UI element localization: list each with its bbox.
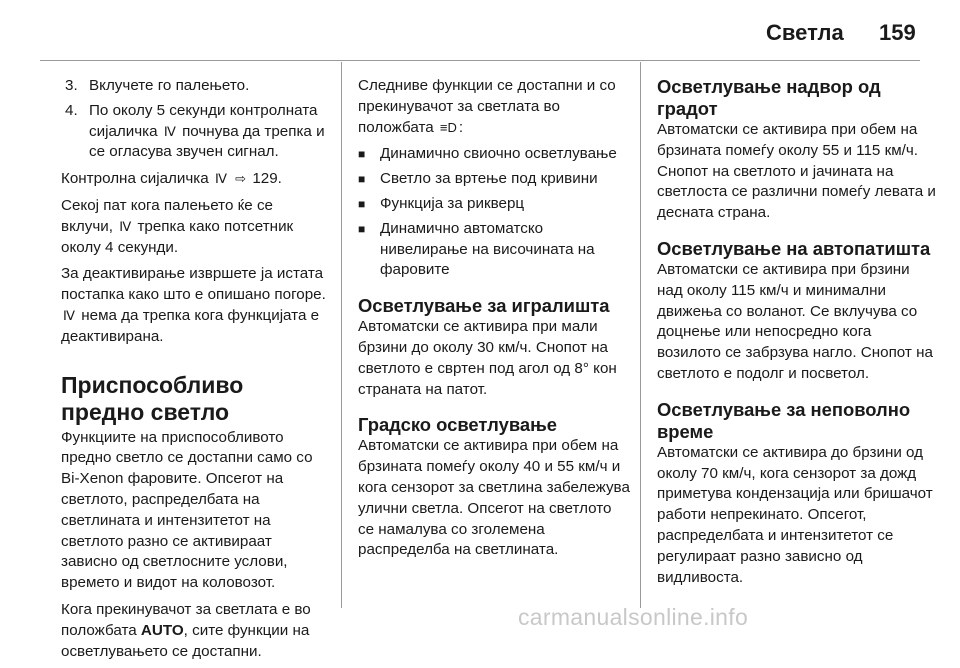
square-bullet-icon: ■ — [358, 147, 366, 162]
bullet-list — [358, 144, 630, 281]
low-beam-icon: ≡D — [439, 119, 457, 135]
auto-mode-label: AUTO — [140, 621, 184, 639]
section-heading: Приспособливо предно светло — [61, 371, 244, 425]
headlight-warning-icon: Ⅳ — [119, 218, 132, 234]
paragraph: Следниве функции се достапни и со прекинувачот за светлата во положбата ≡D : — [358, 76, 630, 138]
list-item — [61, 76, 329, 97]
paragraph: Кога прекинувачот за светлата е во положбата AUTO, сите функции на осветлувањето се достапни. — [61, 600, 311, 660]
list-text: Вклучете го палењето. — [89, 77, 250, 94]
list-number: 3. — [65, 77, 78, 94]
list-item: ■ Функција за рикверц — [358, 194, 630, 215]
paragraph: Контролна сијаличка Ⅳ ⇨ 129. — [61, 169, 329, 190]
column-divider-2 — [640, 62, 641, 608]
paragraph: Автоматски се активира при обем на брзината помеѓу околу 40 и 55 км/ч и кога сензорот за светлина забележува улични светла. Опсегот на светлото се намалува со зголемена распределба на светлината. — [358, 437, 630, 559]
paragraph: За деактивирање извршете ја истата постапка како што е опишано погоре. Ⅳ нема да трепка кога функцијата е деактивирана. — [61, 265, 326, 345]
header-rule — [40, 60, 920, 61]
column-1 — [61, 76, 329, 668]
paragraph: Функциите на приспособливото предно светло се достапни само со Bi-Xenon фаровите. Опсегот на светлото, распределбата на светлината и интензитетот на светлото разно се активираат зависно од светлосните услови, времето и видот на коловозот. — [61, 428, 313, 592]
paragraph: Секој пат кога палењето ќе се вклучи, Ⅳ трепка како потсетник околу 4 секунди. — [61, 196, 294, 256]
column-3 — [657, 76, 939, 594]
page-title: Светла — [766, 20, 844, 45]
column-2 — [358, 76, 630, 567]
subsection-heading: Осветлување на автопатишта — [657, 237, 931, 259]
column-divider-1 — [341, 62, 342, 608]
list-item: ■ Динамично свиочно осветлување — [358, 144, 630, 165]
paragraph: Автоматски се активира при обем на брзината помеѓу околу 55 и 115 км/ч. Снопот на светлото и јачината на светлоста се различни помеѓу левата и десната страна. — [657, 121, 936, 222]
subsection-heading: Осветлување надвор од градот — [657, 76, 881, 119]
headlight-warning-icon: Ⅳ — [214, 171, 227, 187]
paragraph: Автоматски се активира до брзини од околу 70 км/ч, кога сензорот за дожд приметува кондензација или бришачот работи непрекинато. Опсегот, распределбата и интензитетот се регулираат разно зависно од видливоста. — [657, 443, 933, 586]
square-bullet-icon: ■ — [358, 221, 366, 236]
watermark: carmanualsonline.info — [518, 604, 749, 630]
square-bullet-icon: ■ — [358, 196, 366, 211]
list-text: По околу 5 секунди контролната сијаличка Ⅳ почнува да трепка и се огласува звучен сигнал. — [89, 101, 325, 161]
paragraph: Автоматски се активира при мали брзини до околу 30 км/ч. Снопот на светлото е свртен под агол од 8° кон страната на патот. — [358, 318, 617, 398]
headlight-warning-icon: Ⅳ — [163, 123, 176, 139]
arrow-ref-icon: ⇨ — [235, 171, 247, 187]
list-item: ■ Динамично автоматско нивелирање на височината на фаровите — [358, 219, 630, 281]
list-item: ■ Светло за вртење под кривини — [358, 169, 630, 190]
list-number: 4. — [65, 101, 78, 119]
subsection-heading: Осветлување за неповолно време — [657, 398, 911, 442]
square-bullet-icon: ■ — [358, 172, 366, 187]
headlight-warning-icon: Ⅳ — [63, 307, 75, 323]
numbered-list — [61, 76, 329, 163]
list-item — [61, 101, 329, 163]
page-number: 159 — [879, 20, 916, 45]
paragraph: Автоматски се активира при брзини над околу 115 км/ч и минимални движења со воланот. Се вклучува со доцнење или непосредно кога возилото се забрзува нагло. Снопот на светлото е подолг и посветол. — [657, 260, 933, 382]
subsection-heading: Осветлување за игралишта — [358, 295, 610, 317]
subsection-heading: Градско осветлување — [358, 414, 558, 436]
